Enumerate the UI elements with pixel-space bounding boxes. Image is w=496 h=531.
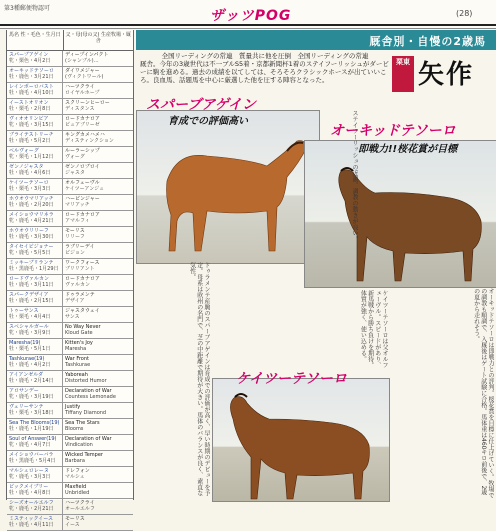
- sire-name: Yaboreah: [65, 372, 88, 378]
- horse-profile: 牝・鹿毛・4月7日: [9, 442, 51, 448]
- horse-name: ヴェリーサンテ: [9, 404, 44, 410]
- table-row: [7, 211, 133, 227]
- horse-name: ミスティックイース: [9, 516, 54, 522]
- lead-body: 厩舎。今年の3歳世代は不一ブルS5着・京都新聞杯1着のステイフーリッシュがダービーに駒を進める。過去の成績を以てしては、そろそろクラシックホースが出ていいころ。良血馬、話題馬を中心に厳選した他を圧する陣容となった。: [140, 60, 389, 84]
- dam-name: ビジョン: [65, 250, 85, 256]
- sire-name: ルーラーシップ: [65, 148, 100, 154]
- dam-name: ディスタンス: [65, 106, 95, 112]
- pedigree-cell: [63, 259, 133, 274]
- horse-profile: 牡・鹿毛・5月2日: [9, 138, 51, 144]
- horse-name-cell: [7, 243, 63, 258]
- sire-name: Justify: [65, 404, 81, 410]
- dam-name: マルシュ: [65, 474, 85, 480]
- horse-name-cell: [7, 163, 63, 178]
- horse-name: マルシュロレーヌ: [9, 468, 49, 474]
- sire-name: キングカメハメハ: [65, 132, 105, 138]
- horse-profile: 牝・鹿毛・3月15日: [9, 122, 54, 128]
- lead-paragraph: [140, 52, 390, 92]
- horse-profile: 牡・鹿毛・4月6日: [9, 170, 51, 176]
- sire-name: ラブリーデイ: [65, 244, 95, 250]
- horse-name-cell: [7, 131, 63, 146]
- horse-name-cell: [7, 259, 63, 274]
- horse-name: Tashkurae(19): [9, 356, 45, 362]
- sire-name: スクリーンヒーロー: [65, 100, 110, 106]
- horse-2-subtitle: 即戦力!!桜花賞が目標: [358, 144, 458, 155]
- horse-3-name: ケイツーテソーロ: [236, 371, 347, 387]
- horse-name-cell: [7, 339, 63, 354]
- table-row: [7, 67, 133, 83]
- pedigree-cell: [63, 451, 133, 466]
- horse-name: アイアンゼルダ: [9, 372, 44, 378]
- pedigree-cell: [63, 499, 133, 514]
- table-row: [7, 195, 133, 211]
- dam-name: (シャンブル)…: [65, 58, 99, 64]
- pedigree-cell: [63, 515, 133, 530]
- horse-profile: 牡・鹿毛・4月11日: [9, 522, 54, 528]
- horse-name: Sea The Blooms(19): [9, 420, 60, 426]
- horse-list-table: [6, 30, 134, 528]
- table-row: [7, 339, 133, 355]
- pedigree-cell: [63, 163, 133, 178]
- article-column-1: ドゥラメンテ産駒のスパーブアゲインは育成での評価が高く、早い時期のデビューを予定。母系は欧州の名門で、芝の中距離で期待が大きい。馬体のバランスが良く、素直な気性。: [188, 262, 210, 496]
- sire-name: ジャスタウェイ: [65, 308, 100, 314]
- article-column-3: ステイフーリッシュの近親。調教の動きが良い。: [351, 110, 358, 242]
- horse-profile: 牡・栗毛・4月4日: [9, 314, 51, 320]
- horse-name: シーズオールエルフ: [9, 500, 54, 506]
- dam-name: ディスティンクション: [65, 138, 114, 144]
- pedigree-cell: [63, 307, 133, 322]
- horse-name: タイセイビジョナー: [9, 244, 54, 250]
- pedigree-cell: [63, 83, 133, 98]
- horse-1-subtitle: 育成での評価高い: [168, 116, 248, 127]
- horse-name: ヴィオオリンピア: [9, 116, 49, 122]
- horse-name: ミッキーブリランテ: [9, 260, 54, 266]
- pedigree-cell: [63, 371, 133, 386]
- dam-name: イース: [65, 522, 80, 528]
- sire-name: モーリス: [65, 516, 85, 522]
- table-row: [7, 291, 133, 307]
- horse-profile: 牡・黒鹿毛・1月29日: [9, 266, 59, 272]
- table-row: [7, 131, 133, 147]
- sire-name: Declaration of War: [65, 436, 112, 442]
- table-header: [7, 30, 133, 51]
- horse-name: アロサンデー: [9, 388, 39, 394]
- horse-photo-1: [136, 110, 320, 264]
- dam-name: Maresha: [65, 346, 87, 352]
- table-row: [7, 435, 133, 451]
- sire-name: ゼンノロブロイ: [65, 164, 100, 170]
- table-row: [7, 387, 133, 403]
- horse-profile: 牡・栗毛・5月1日: [9, 346, 51, 352]
- horse-name: ロードヴァルカン: [9, 276, 49, 282]
- pedigree-cell: [63, 323, 133, 338]
- section-banner: [136, 30, 496, 50]
- horse-name: イーストオリオン: [9, 100, 49, 106]
- dam-name: Barbara: [65, 458, 85, 464]
- pedigree-cell: [63, 291, 133, 306]
- page-number: (28): [456, 9, 473, 18]
- table-row: [7, 163, 133, 179]
- issue-notice: 第3種郵便物認可: [4, 5, 50, 12]
- table-row: [7, 147, 133, 163]
- pedigree-cell: [63, 403, 133, 418]
- dam-name: Blooms: [65, 426, 84, 432]
- horse-profile: 牡・鹿毛・3月30日: [9, 234, 54, 240]
- dam-name: ブリリアント: [65, 266, 95, 272]
- horse-profile: 牝・鹿毛・4月21日: [9, 218, 54, 224]
- horse-profile: 牡・鹿毛・2月15日: [9, 298, 54, 304]
- dam-name: Kloud Gate: [65, 330, 93, 336]
- horse-3-image: [213, 379, 389, 501]
- horse-name: Soul of Answer(19): [9, 436, 57, 442]
- sire-name: ダイワメジャー: [65, 68, 100, 74]
- horse-profile: 牡・栗毛・2月8日: [9, 106, 51, 112]
- table-row: [7, 99, 133, 115]
- pedigree-cell: [63, 467, 133, 482]
- dam-name: (ヴィクトワール): [65, 74, 104, 80]
- horse-name-cell: [7, 83, 63, 98]
- table-row: [7, 515, 133, 531]
- horse-name: ホウオウマリアッチ: [9, 196, 54, 202]
- dam-name: ジャスタ: [65, 170, 85, 176]
- sire-name: Sea The Stars: [65, 420, 100, 426]
- horse-1-name: スパーブアゲイン: [146, 97, 256, 113]
- dam-name: Unbridled: [65, 490, 90, 496]
- dam-name: ヴァルカン: [65, 282, 90, 288]
- horse-name-cell: [7, 435, 63, 450]
- horse-name: スペシャルガール: [9, 324, 49, 330]
- horse-profile: 牡・鹿毛・4月2日: [9, 362, 51, 368]
- table-row: [7, 467, 133, 483]
- sire-name: ドゥラメンテ: [65, 292, 95, 298]
- horse-name-cell: [7, 291, 63, 306]
- article-column-2: オーキッドテソーロは即戦力との評判。桜花賞を目標に仕上げていく。牧場での調教も順調で、入厩後はゲート試験に合格。馬体重は460キロ前後で、2歳の夏から走れそう。: [472, 288, 494, 498]
- table-row: [7, 355, 133, 371]
- sire-name: ロードカナロア: [65, 116, 100, 122]
- horse-name: ブライテストリーチ: [9, 132, 54, 138]
- horse-name: スパーブアゲイン: [9, 52, 49, 58]
- horse-profile: 牡・栗毛・3月18日: [9, 410, 54, 416]
- pedigree-cell: [63, 387, 133, 402]
- horse-name-cell: [7, 371, 63, 386]
- pedigree-cell: [63, 131, 133, 146]
- dam-name: マリアッチ: [65, 202, 90, 208]
- horse-name: トゥーサンス: [9, 308, 39, 314]
- region-badge: 栗東: [392, 56, 414, 92]
- article-column-4: ケイツーテソーロは父オルフェーヴル。スピードがあり、新馬戦から勝ち負けを期待。体質が強く、使い込める。: [359, 290, 388, 368]
- horse-name: ゼンノジャスタ: [9, 164, 44, 170]
- table-row: [7, 323, 133, 339]
- table-row: [7, 115, 133, 131]
- sire-name: ハービンジャー: [65, 196, 100, 202]
- horse-profile: 牡・鹿毛・2月20日: [9, 202, 54, 208]
- horse-name: オーキッドテソーロ: [9, 68, 54, 74]
- horse-name-cell: [7, 403, 63, 418]
- sire-name: War Front: [65, 356, 89, 362]
- dam-name: リリーフ: [65, 234, 85, 240]
- pedigree-cell: [63, 435, 133, 450]
- table-row: [7, 403, 133, 419]
- pedigree-cell: [63, 115, 133, 130]
- pedigree-cell: [63, 211, 133, 226]
- horse-name-cell: [7, 451, 63, 466]
- horse-profile: 牝・鹿毛・5月5日: [9, 250, 51, 256]
- table-row: [7, 243, 133, 259]
- pedigree-cell: [63, 419, 133, 434]
- table-row: [7, 419, 133, 435]
- table-row: [7, 259, 133, 275]
- pedigree-cell: [63, 243, 133, 258]
- horse-1-image: [137, 111, 319, 263]
- horse-name-cell: [7, 515, 63, 530]
- horse-name: ベルヴォーグ: [9, 148, 39, 154]
- trainer-name: 矢作: [418, 60, 475, 90]
- pedigree-cell: [63, 99, 133, 114]
- horse-name: メイショウバーバラ: [9, 452, 54, 458]
- dam-name: Countess Lemonade: [65, 394, 116, 400]
- horse-profile: 牝・鹿毛・3月3日: [9, 474, 51, 480]
- dam-name: ケイツーアンジュ: [65, 186, 104, 192]
- sire-name: オルフェーヴル: [65, 180, 100, 186]
- horse-name-cell: [7, 99, 63, 114]
- horse-name-cell: [7, 147, 63, 162]
- horse-name: ビックメイブリー: [9, 484, 49, 490]
- table-row: [7, 371, 133, 387]
- dam-name: ピュアブリーゼ: [65, 122, 100, 128]
- horse-name: レインボーロバスト: [9, 84, 54, 90]
- sire-name: Declaration of War: [65, 388, 112, 394]
- horse-name-cell: [7, 499, 63, 514]
- horse-name-cell: [7, 419, 63, 434]
- pedigree-cell: [63, 339, 133, 354]
- table-header-name: 馬名 性・毛色・生月日: [7, 30, 64, 50]
- horse-name-cell: [7, 307, 63, 322]
- horse-profile: 牡・鹿毛・3月11日: [9, 282, 54, 288]
- sire-name: ワークフォース: [65, 260, 100, 266]
- horse-name-cell: [7, 51, 63, 66]
- sire-name: ハーツクライ: [65, 500, 95, 506]
- dam-name: Vindication: [65, 442, 93, 448]
- table-row: [7, 483, 133, 499]
- horse-profile: 牝・栗色・4月2日: [9, 58, 51, 64]
- sire-name: ロードカナロア: [65, 212, 100, 218]
- dam-name: デザイア: [65, 298, 85, 304]
- horse-name-cell: [7, 467, 63, 482]
- dam-name: ヴォーグ: [65, 154, 85, 160]
- sire-name: モーリス: [65, 228, 85, 234]
- horse-name-cell: [7, 323, 63, 338]
- sire-name: Kitten's Joy: [65, 340, 93, 346]
- masthead-title: ザッツPOG: [210, 8, 292, 24]
- horse-name-cell: [7, 115, 63, 130]
- horse-profile: 牝・鹿毛・2月21日: [9, 506, 54, 512]
- horse-name: メイショウマリネラ: [9, 212, 54, 218]
- horse-profile: 牡・鹿毛・4月8日: [9, 490, 51, 496]
- lead-headline: 全国リーディングの常連 質量共に他を圧倒 全国リーディングの常連: [161, 52, 369, 60]
- horse-name: ホウオウリリーフ: [9, 228, 49, 234]
- table-row: [7, 179, 133, 195]
- dam-name: Distorted Humor: [65, 378, 107, 384]
- horse-2-name: オーキッドテソーロ: [330, 123, 456, 139]
- table-row: [7, 51, 133, 67]
- table-row: [7, 307, 133, 323]
- table-row: [7, 275, 133, 291]
- pedigree-cell: [63, 179, 133, 194]
- horse-name-cell: [7, 387, 63, 402]
- table-row: [7, 83, 133, 99]
- horse-name-cell: [7, 275, 63, 290]
- table-body: [7, 51, 133, 531]
- sire-name: ロードカナロア: [65, 276, 100, 282]
- table-row: [7, 227, 133, 243]
- horse-profile: 牝・鹿毛・3月19日: [9, 394, 54, 400]
- horse-name-cell: [7, 355, 63, 370]
- pedigree-cell: [63, 67, 133, 82]
- sire-name: ディープインパクト: [65, 52, 109, 58]
- horse-name-cell: [7, 227, 63, 242]
- section-banner-title: 厩舎別・自慢の2歳馬: [369, 35, 486, 48]
- horse-name-cell: [7, 211, 63, 226]
- horse-profile: 牡・栗毛・3月3日: [9, 186, 51, 192]
- horse-profile: 牝・栗毛・1月12日: [9, 154, 54, 160]
- dam-name: Tashkurae: [65, 362, 91, 368]
- horse-profile: 牝・鹿毛・3月9日: [9, 330, 51, 336]
- dam-name: オールエルフ: [65, 506, 95, 512]
- table-row: [7, 499, 133, 515]
- dam-name: アマルフィ: [65, 218, 90, 224]
- sire-name: No Way Never: [65, 324, 101, 330]
- sire-name: Maxfield: [65, 484, 87, 490]
- table-row: [7, 451, 133, 467]
- pedigree-cell: [63, 195, 133, 210]
- pedigree-cell: [63, 51, 133, 66]
- horse-name-cell: [7, 195, 63, 210]
- horse-name-cell: [7, 67, 63, 82]
- dam-name: サンス: [65, 314, 80, 320]
- pedigree-cell: [63, 355, 133, 370]
- pedigree-cell: [63, 227, 133, 242]
- horse-name: ケイツーテソーロ: [9, 180, 49, 186]
- horse-name-cell: [7, 179, 63, 194]
- horse-photo-3: [212, 378, 390, 502]
- horse-profile: 牡・鹿毛・1月19日: [9, 426, 54, 432]
- dam-name: Tiffany Diamond: [65, 410, 107, 416]
- horse-profile: 牡・黒鹿毛・5月4日: [9, 458, 56, 464]
- pedigree-cell: [63, 147, 133, 162]
- sire-name: Wicked Temper: [65, 452, 103, 458]
- sire-name: ドレフォン: [65, 468, 90, 474]
- horse-profile: 牡・鹿毛・4月10日: [9, 90, 54, 96]
- pedigree-cell: [63, 483, 133, 498]
- horse-profile: 牡・鹿毛・2月14日: [9, 378, 54, 384]
- horse-name: スパークデザイア: [9, 292, 49, 298]
- dam-name: ロイヤルホープ: [65, 90, 100, 96]
- header-rule: [0, 24, 496, 26]
- pedigree-cell: [63, 275, 133, 290]
- horse-name: Maresha(19): [9, 340, 41, 346]
- horse-profile: 牡・鹿色・3月21日: [9, 74, 54, 80]
- sire-name: ハーツクライ: [65, 84, 95, 90]
- horse-name-cell: [7, 483, 63, 498]
- table-header-pedigree: 父・母(母の父) 生産牧場・厩舎: [65, 32, 132, 44]
